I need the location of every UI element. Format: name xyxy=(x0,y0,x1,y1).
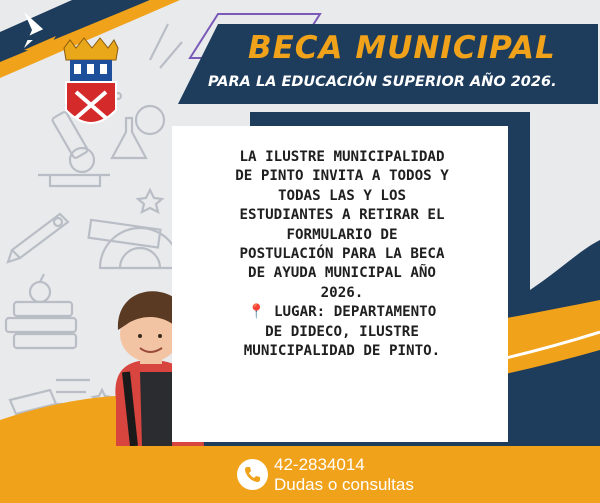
notice-line: POSTULACIÓN PARA LA BECA xyxy=(239,246,445,263)
footer-bar xyxy=(0,446,600,503)
notice-line: DE AYUDA MUNICIPAL AÑO xyxy=(248,265,436,282)
location-line: MUNICIPALIDAD DE PINTO. xyxy=(243,343,441,360)
notice-text xyxy=(222,148,462,361)
location-line: DE DIDECO, ILUSTRE xyxy=(265,323,419,340)
notice-line: TODAS LAS Y LOS xyxy=(277,187,407,204)
location-label: LUGAR: DEPARTAMENTO xyxy=(273,304,437,321)
notice-line: DE PINTO INVITA A TODOS Y xyxy=(235,168,449,185)
phone-icon xyxy=(237,459,268,490)
phone-number: 42-2834014 xyxy=(274,455,365,474)
notice-line: ESTUDIANTES A RETIRAR EL xyxy=(239,207,445,224)
notice-line: FORMULARIO DE xyxy=(286,226,398,243)
location-line xyxy=(222,303,462,322)
page-title: BECA MUNICIPAL xyxy=(248,30,556,66)
notice-line: LA ILUSTRE MUNICIPALIDAD xyxy=(239,149,445,165)
page-subtitle: PARA LA EDUCACIÓN SUPERIOR AÑO 2026. xyxy=(208,74,557,90)
location-pin-icon: 📍 xyxy=(247,304,266,321)
notice-line: 2026. xyxy=(320,284,364,301)
crest-icon xyxy=(64,38,118,123)
phone-caption: Dudas o consultas xyxy=(274,475,414,494)
notice-card xyxy=(172,126,508,442)
title-banner xyxy=(178,24,598,104)
